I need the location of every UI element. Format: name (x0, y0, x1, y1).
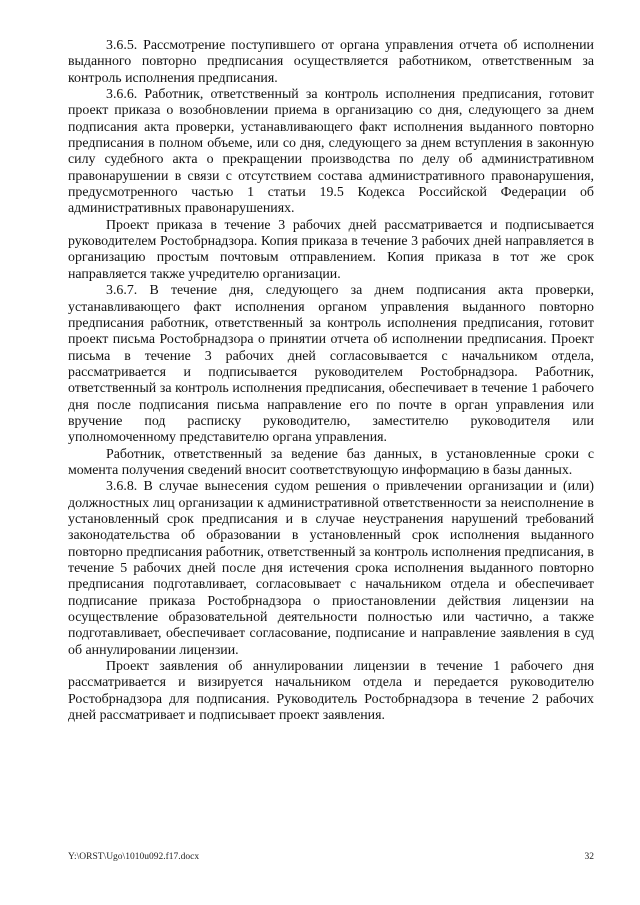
paragraph-database-entry: Работник, ответственный за ведение баз данных, в установленные сроки с момента получения сведений вносит соответствующую информацию в базы данных. (68, 446, 594, 478)
footer-page-number: 32 (584, 852, 594, 862)
footer-file-path: Y:\ORST\Ugo\1010u092.f17.docx (68, 852, 200, 862)
paragraph-3-6-7: 3.6.7. В течение дня, следующего за днем подписания акта проверки, устанавливающего факт исполнения органом управления выданного повторно предписания работник, ответственный за контроль исполнения предписания, готовит проект письма Ростобрнадзора о принятии отчета об исполнении предписания. Проект письма в течение 3 рабочих дней согласовывается с начальником отдела, рассматривается и подписывается руководителем Ростобрнадзора. Работник, ответственный за контроль исполнения предписания, обеспечивает в течение 1 рабочего дня после подписания письма направление его по почте в орган управления или вручение под расписку руководителю, заместителю руководителя или уполномоченному представителю органа управления. (68, 283, 594, 446)
paragraph-order-review: Проект приказа в течение 3 рабочих дней рассматривается и подписывается руководителем Ростобрнадзора. Копия приказа в течение 3 рабочих дней направляется в организацию простым почтовым отправлением. Копия приказа в тот же срок направляется также учредителю организации. (68, 217, 594, 282)
paragraph-annulment-application: Проект заявления об аннулировании лицензии в течение 1 рабочего дня рассматривается и визируется начальником отдела и передается руководителю Ростобрнадзора для подписания. Руководитель Ростобрнадзора в течение 2 рабочих дней рассматривает и подписывает проект заявления. (68, 659, 594, 724)
paragraph-3-6-6: 3.6.6. Работник, ответственный за контроль исполнения предписания, готовит проект приказа о возобновлении приема в организацию со дня, следующего за днем подписания акта проверки, устанавливающего факт исполнения выданного повторно предписания в полном объеме, или со дня, следующего за днем вступления в законную силу судебного акта о прекращении производства по делу об административном правонарушении в связи с отсутствием состава административного правонарушения, предусмотренного частью 1 статьи 19.5 Кодекса Российской Федерации об административных правонарушениях. (68, 87, 594, 217)
document-body (68, 38, 594, 724)
page-footer (68, 852, 594, 862)
paragraph-3-6-5: 3.6.5. Рассмотрение поступившего от органа управления отчета об исполнении выданного повторно предписания осуществляется работником, ответственным за контроль исполнения предписания. (68, 38, 594, 86)
paragraph-3-6-8: 3.6.8. В случае вынесения судом решения о привлечении организации и (или) должностных лиц организации к административной ответственности за неисполнение в установленный срок предписания и в случае неустранения нарушений требований законодательства об образовании в установленный срок исполнения выданного повторно предписания работник, ответственный за контроль исполнения предписания, в течение 5 рабочих дней после дня истечения срока исполнения выданного повторно предписания подготавливает, согласовывает с начальником отдела и обеспечивает подписание приказа Ростобрнадзора о приостановлении действия лицензии на осуществление образовательной деятельности полностью или частично, а также подготавливает, обеспечивает согласование, подписание и направление заявления в суд об аннулировании лицензии. (68, 479, 594, 658)
